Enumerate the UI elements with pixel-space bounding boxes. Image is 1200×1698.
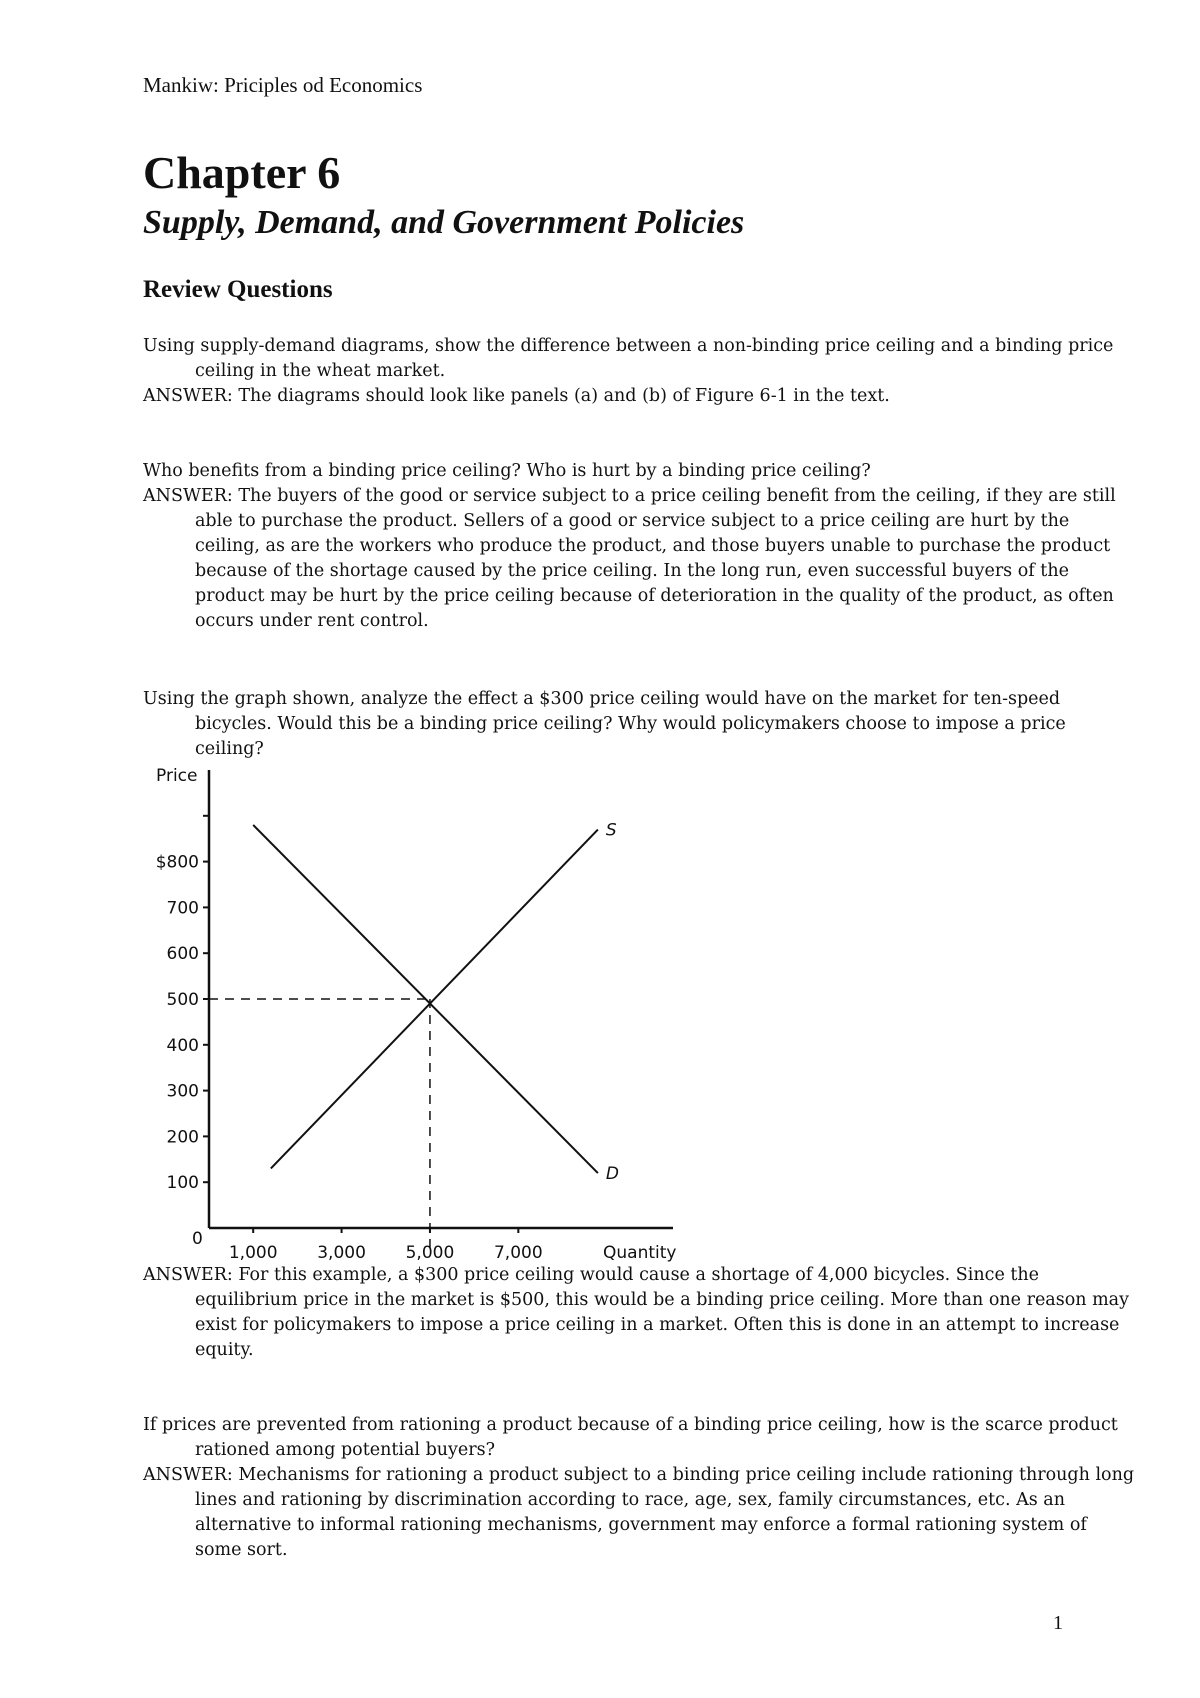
question-2: Who benefits from a binding price ceiling? Who is hurt by a binding price ceiling? [143,461,871,481]
answer-1: ANSWER: The diagrams should look like panels (a) and (b) of Figure 6-1 in the text. [143,386,890,406]
x-tick-label: 1,000 [228,1243,278,1263]
supply-curve-label: S [605,820,617,841]
supply-demand-chart [140,760,680,1268]
answer-4: ANSWER: Mechanisms for rationing a product subject to a binding price ceiling include rationing through long lines and rationing by discrimination according to race, age, sex, family circumstances, etc. As an alternative to informal rationing mechanisms, government may enforce a formal rationing system of some sort. [143,1465,1135,1560]
page-number: 1 [1053,1612,1063,1634]
y-axis-label: Price [156,766,198,786]
y-tick-label: 300 [166,1081,199,1102]
x-tick-label: 3,000 [317,1243,366,1263]
question-1: Using supply-demand diagrams, show the difference between a non-binding price ceiling and a binding price ceiling in the wheat market. [143,336,1114,381]
supply-curve [271,830,598,1169]
y-tick-label: $800 [155,852,199,873]
y-tick-label: 200 [166,1127,199,1148]
section-heading: Review Questions [143,276,333,303]
y-tick-label: 600 [166,944,199,965]
demand-curve [253,825,598,1173]
demand-curve-label: D [605,1164,619,1185]
x-tick-label: 7,000 [493,1243,543,1263]
chapter-title: Chapter 6 [143,147,341,198]
x-axis-label: Quantity [603,1243,677,1263]
answer-2: ANSWER: The buyers of the good or service subject to a price ceiling benefit from the ceiling, if they are still able to purchase the product. Sellers of a good or service subject to a price ceiling are hurt by the ceiling, as are the workers who produce the product, and those buyers unable to purchase the product because of the shortage caused by the price ceiling. In the long run, even successful buyers of the product may be hurt by the price ceiling because of deterioration in the quality of the product, as often occurs under rent control. [143,486,1116,631]
y-tick-label: 500 [166,990,199,1010]
y-tick-label: 400 [166,1035,199,1056]
question-4: If prices are prevented from rationing a product because of a binding price ceiling, how is the scarce product rationed among potential buyers? [143,1415,1118,1460]
y-tick-label: 100 [166,1173,199,1194]
answer-3: ANSWER: For this example, a $300 price ceiling would cause a shortage of 4,000 bicycles. Since the equilibrium price in the market is $500, this would be a binding price ceiling. More than one reason may exist for policymakers to impose a price ceiling in a market. Often this is done in an attempt to increase equity. [143,1265,1130,1360]
x-tick-label: 5,000 [405,1243,455,1263]
origin-label: 0 [192,1229,203,1249]
y-tick-label: 700 [166,898,199,919]
running-header: Mankiw: Priciples od Economics [143,73,423,97]
question-3: Using the graph shown, analyze the effect a $300 price ceiling would have on the market for ten-speed bicycles. Would this be a binding price ceiling? Why would policymakers choose to impose a price ceiling? [143,689,1066,759]
chapter-subtitle: Supply, Demand, and Government Policies [143,204,745,241]
